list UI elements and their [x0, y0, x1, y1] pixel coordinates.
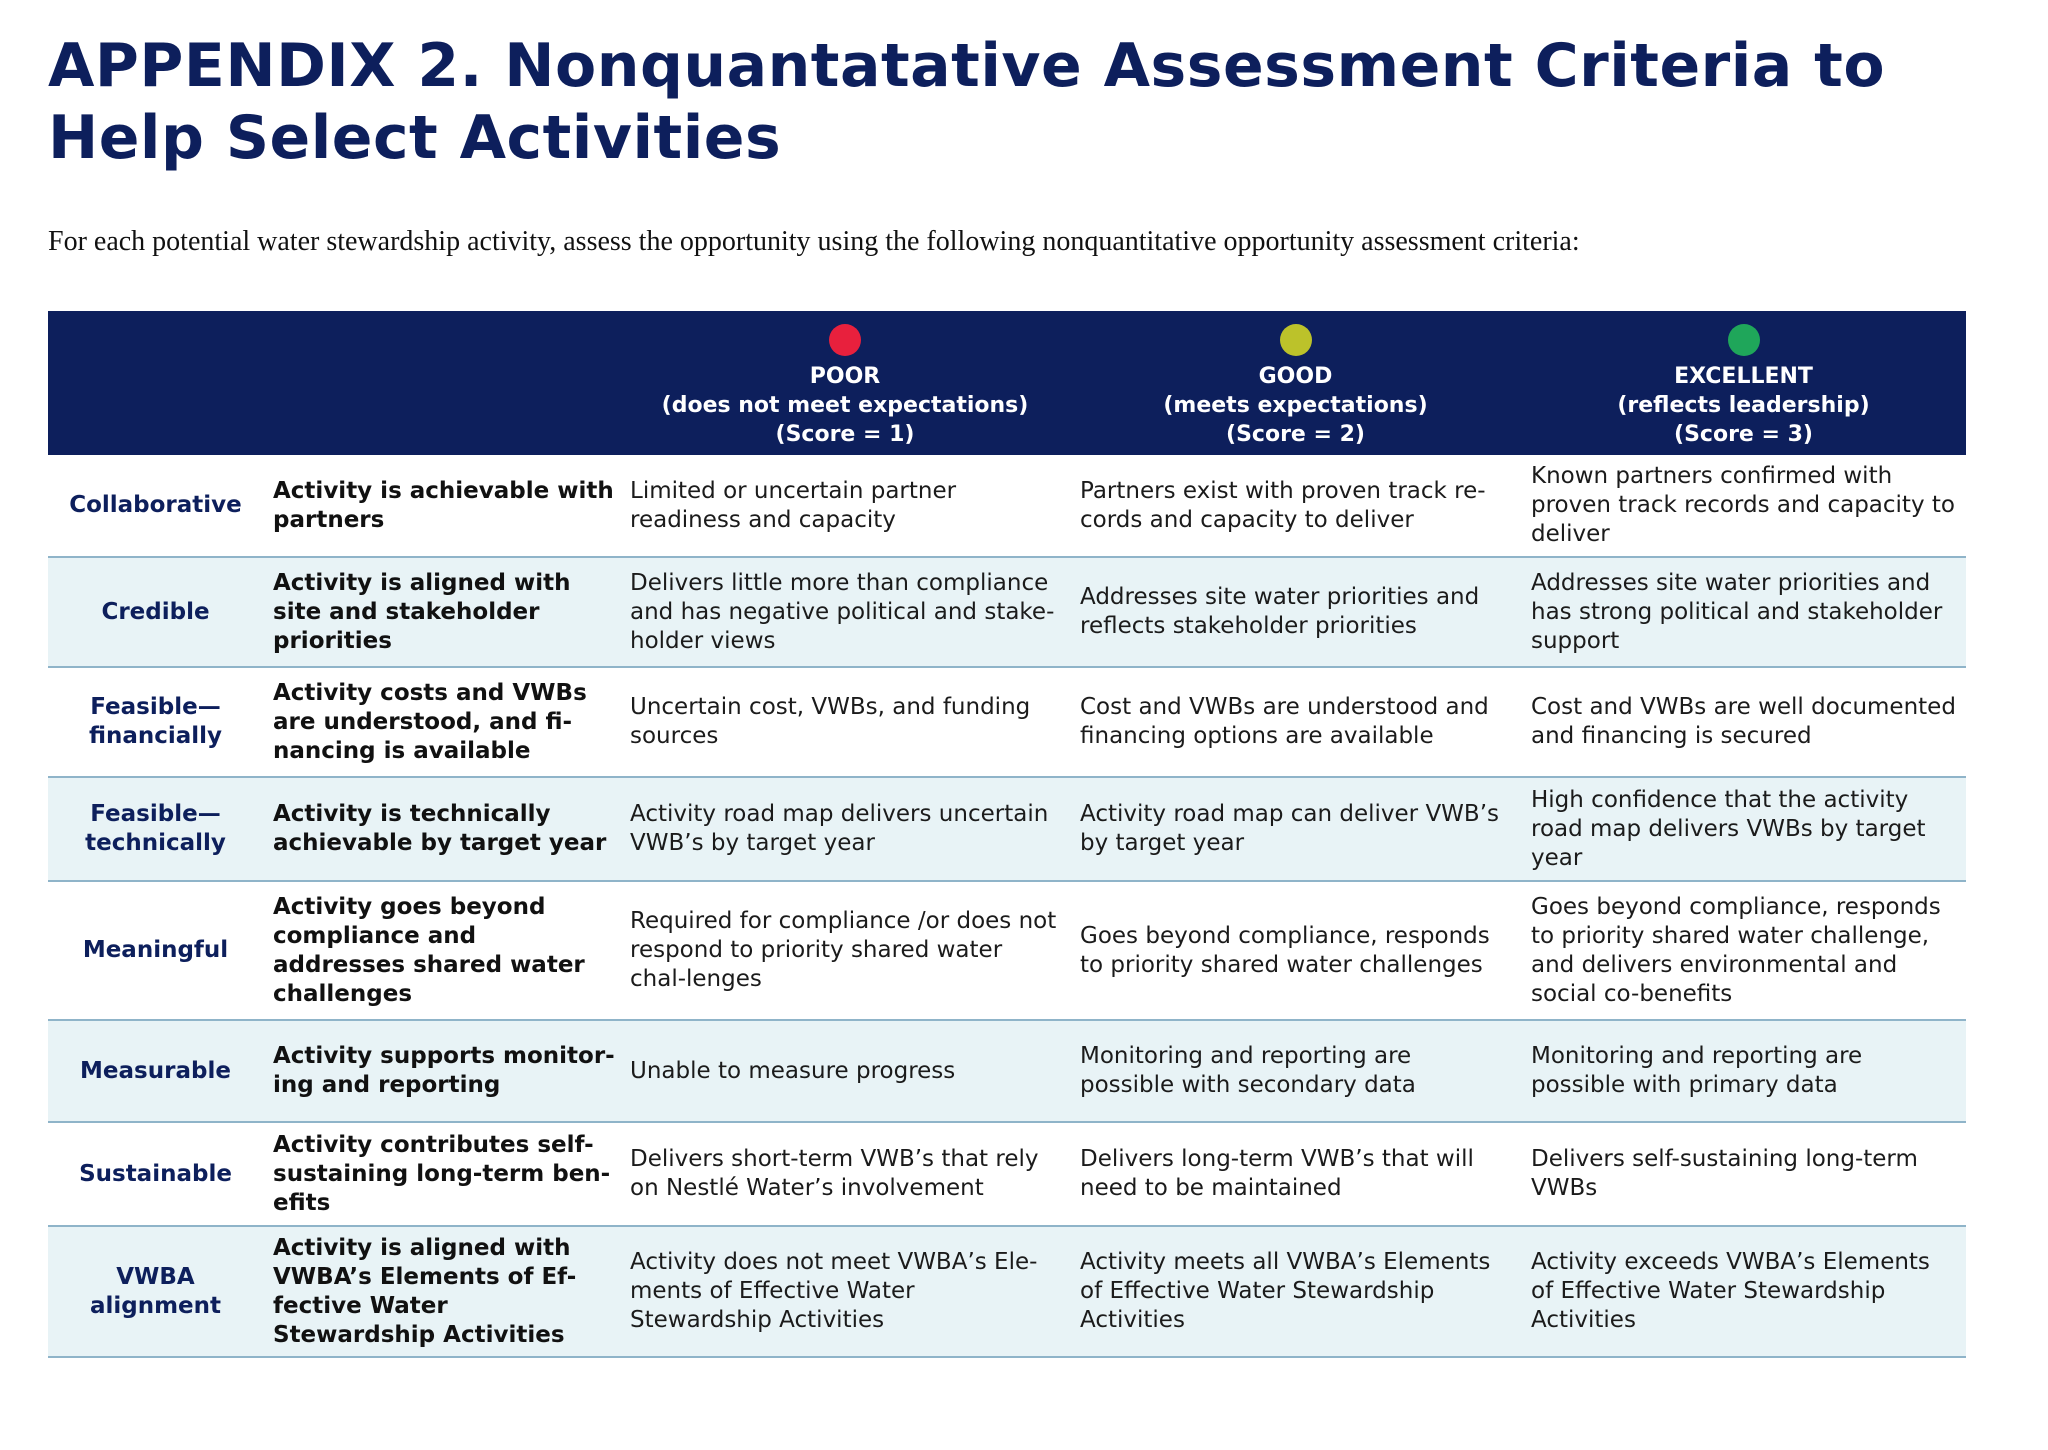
poor-cell: Uncertain cost, VWBs, and funding sources: [630, 694, 1031, 749]
table-row: [48, 777, 1966, 881]
criterion-label: Sustainable: [79, 1160, 232, 1187]
header-excellent-sub: (reflects leadership): [1617, 393, 1870, 418]
good-cell: Addresses site water priorities and reflects stakeholder priorities: [1080, 584, 1480, 639]
green-circle-icon: [1728, 324, 1760, 356]
criterion-label: VWBA alignment: [89, 1263, 222, 1319]
table-row: [48, 1122, 1966, 1226]
excellent-cell: Delivers self-sustaining long-term VWBs: [1531, 1146, 1918, 1201]
good-cell: Goes beyond compliance, responds to priority shared water challenges: [1080, 922, 1490, 978]
criterion-description: Activity supports monitor-ing and reporting: [273, 1043, 615, 1098]
criterion-description: Activity is aligned with site and stakeholder priorities: [273, 569, 571, 654]
criterion-label: Credible: [101, 598, 210, 625]
header-excellent-label: EXCELLENT: [1674, 364, 1813, 389]
header-poor-label: POOR: [809, 364, 881, 389]
header-poor-sub: (does not meet expectations): [661, 393, 1029, 418]
good-cell: Activity road map can deliver VWB’s by target year: [1080, 801, 1499, 856]
header-empty-criterion: [48, 311, 263, 455]
yellow-circle-icon: [1280, 324, 1312, 356]
page-title: APPENDIX 2. Nonquantatative Assessment Criteria to Help Select Activities: [48, 31, 1886, 173]
criterion-label: Collaborative: [69, 492, 242, 518]
criterion-label: Feasible—financially: [88, 694, 223, 749]
table-row: [48, 557, 1966, 667]
poor-cell: Activity road map delivers uncertain VWB’s by target year: [630, 801, 1049, 856]
excellent-cell: Activity exceeds VWBA’s Elements of Effective Water Stewardship Activities: [1531, 1249, 1930, 1333]
table-row: [48, 667, 1966, 777]
poor-cell: Unable to measure progress: [630, 1057, 956, 1084]
poor-cell: Activity does not meet VWBA’s Ele-ments of Effective Water Stewardship Activities: [630, 1249, 1038, 1333]
header-excellent: [1521, 311, 1966, 455]
criterion-description: Activity costs and VWBs are understood, and fi-nancing is available: [273, 679, 587, 764]
table-body: [48, 455, 1966, 1357]
table-row: [48, 1020, 1966, 1122]
table-row: [48, 455, 1966, 557]
header-poor-score: (Score = 1): [775, 422, 915, 447]
header-good-sub: (meets expectations): [1163, 393, 1428, 418]
poor-cell: Delivers little more than compliance and has negative political and stake-holder views: [630, 569, 1055, 654]
criterion-description: Activity is achievable with partners: [273, 477, 614, 533]
excellent-cell: Goes beyond compliance, responds to priority shared water challenge, and delivers environmental and social co-benefits: [1531, 893, 1941, 1007]
good-cell: Activity meets all VWBA’s Elements of Effective Water Stewardship Activities: [1080, 1249, 1491, 1333]
header-empty-description: [263, 311, 620, 455]
table-row: [48, 881, 1966, 1020]
criterion-label: Feasible—technically: [85, 801, 226, 856]
intro-text: For each potential water stewardship activity, assess the opportunity using the following nonquantitative opportunity assessment criteria:: [48, 226, 1580, 257]
good-cell: Delivers long-term VWB’s that will need to be maintained: [1080, 1146, 1474, 1201]
header-good-label: GOOD: [1258, 364, 1333, 389]
criterion-description: Activity is aligned with VWBA’s Elements of Ef-fective Water Stewardship Activities: [273, 1234, 577, 1348]
table-row: [48, 1226, 1966, 1357]
criterion-description: Activity is technically achievable by target year: [273, 801, 607, 856]
header-excellent-score: (Score = 3): [1674, 422, 1813, 447]
page: [48, 30, 1968, 258]
red-circle-icon: [829, 324, 861, 356]
header-good: [1070, 311, 1521, 455]
good-cell: Monitoring and reporting are possible with secondary data: [1080, 1043, 1416, 1098]
poor-cell: Limited or uncertain partner readiness and capacity: [630, 477, 957, 533]
excellent-cell: Addresses site water priorities and has strong political and stakeholder support: [1531, 569, 1943, 654]
header-poor: [620, 311, 1070, 455]
criterion-label: Measurable: [80, 1057, 231, 1084]
poor-cell: Required for compliance /or does not respond to priority shared water chal-lenges: [630, 908, 1057, 992]
criteria-table: [48, 311, 1966, 1358]
criterion-description: Activity goes beyond compliance and addresses shared water challenges: [273, 893, 585, 1007]
table-header: [48, 311, 1966, 455]
good-cell: Cost and VWBs are understood and financing options are available: [1080, 694, 1489, 749]
excellent-cell: High confidence that the activity road map delivers VWBs by target year: [1531, 786, 1926, 871]
header-good-score: (Score = 2): [1226, 422, 1365, 447]
criterion-description: Activity contributes self-sustaining long-term ben-efits: [273, 1131, 611, 1216]
poor-cell: Delivers short-term VWB’s that rely on Nestlé Water’s involvement: [630, 1146, 1039, 1201]
excellent-cell: Known partners confirmed with proven track records and capacity to deliver: [1531, 463, 1955, 547]
criterion-label: Meaningful: [82, 937, 229, 963]
excellent-cell: Monitoring and reporting are possible with primary data: [1531, 1043, 1863, 1098]
excellent-cell: Cost and VWBs are well documented and financing is secured: [1531, 694, 1956, 749]
good-cell: Partners exist with proven track re-cords and capacity to deliver: [1080, 477, 1486, 533]
